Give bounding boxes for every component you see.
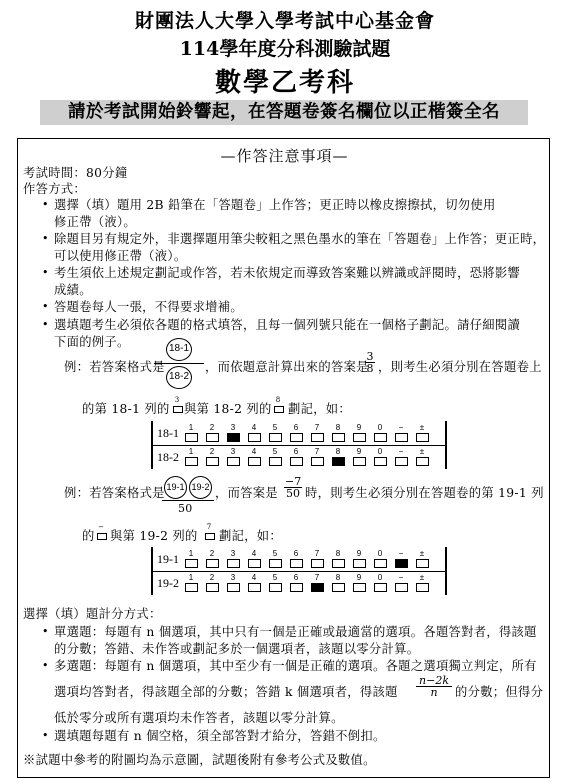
grid-bubble-label: 5: [272, 423, 278, 432]
empty-bubble: [248, 559, 261, 568]
bullet-5-line-1: 選填題考生必須依各題的格式填答，且每一個列號只能在一個格子劃記。請仔細閱讀: [54, 318, 521, 332]
grid-divider: [153, 571, 445, 572]
grid-row: [153, 548, 445, 570]
grid-bubble: [393, 422, 409, 444]
example-1-prefix: 例：若答案格式是: [64, 360, 165, 374]
grid-bubble-label: 8: [335, 573, 341, 582]
example-2-line-2a: 的: [82, 529, 95, 543]
answer-cell-18-2: 18-2: [166, 366, 192, 389]
instructions-box: [17, 138, 550, 778]
mini-bubble-8: 8: [273, 397, 283, 413]
answer-grid-example-2: [151, 547, 447, 595]
example-2-line-2b: 與第 19-2 列的: [110, 529, 198, 543]
mini-bubble-7: 7: [204, 524, 214, 540]
grid-bubble: [351, 422, 367, 444]
fraction-n-2k-over-n: $\frac{n-2k}{n}$: [416, 675, 452, 698]
empty-bubble: [290, 457, 303, 466]
bullet-2-line-2: 可以使用修正帶（液）。: [54, 249, 187, 263]
grid-bubble-label: 1: [188, 549, 194, 558]
empty-bubble: [248, 457, 261, 466]
empty-bubble: [395, 433, 408, 442]
bullet-2-line-1: 除題目另有規定外，非選擇題用筆尖較粗之黑色墨水的筆在「答題卷」上作答；更正時，: [54, 232, 546, 246]
grid-bubble-label: 4: [251, 423, 257, 432]
grid-bubble: [204, 572, 220, 594]
fraction-minus-7-50: $\frac{-7}{50}$: [285, 475, 302, 500]
grid-bubble-label: 6: [293, 423, 299, 432]
empty-bubble: [185, 583, 198, 592]
empty-bubble: [416, 433, 429, 442]
grid-bubble-label: 3: [230, 549, 236, 558]
empty-bubble: [311, 559, 324, 568]
grid-row-label: 18-2: [157, 450, 179, 464]
grid-bubble-label: 5: [272, 549, 278, 558]
empty-bubble: [353, 583, 366, 592]
empty-bubble: [290, 559, 303, 568]
grid-bubble-label: 7: [314, 447, 320, 456]
grid-bubble-label: 3: [230, 423, 236, 432]
grid-bubble-label: 9: [356, 423, 362, 432]
grid-bubble: [309, 548, 325, 570]
grid-bubble: [351, 446, 367, 468]
empty-bubble: [332, 433, 345, 442]
grid-bubble: [246, 422, 262, 444]
answer-cell-19-1: 19-1: [164, 476, 187, 499]
example-2-middle: ，而答案是: [215, 486, 278, 500]
empty-bubble: [374, 457, 387, 466]
empty-bubble: [311, 433, 324, 442]
empty-bubble: [416, 457, 429, 466]
empty-bubble: [269, 559, 282, 568]
empty-bubble: [206, 457, 219, 466]
subject-title: 數學乙考科: [214, 68, 355, 98]
grid-bubble-label: 6: [293, 447, 299, 456]
empty-bubble: [353, 457, 366, 466]
exam-time: 考試時間：80分鐘: [23, 166, 128, 180]
grid-bubble: [225, 422, 241, 444]
empty-bubble: [269, 433, 282, 442]
grid-bubble-label: 1: [188, 573, 194, 582]
grid-bubble: [267, 572, 283, 594]
footer-note: ※試題中參考的附圖均為示意圖，試題後附有參考公式及數值。: [23, 753, 376, 767]
empty-bubble: [353, 433, 366, 442]
empty-bubble: [206, 433, 219, 442]
grid-bubble-label: 0: [377, 549, 383, 558]
empty-bubble: [248, 583, 261, 592]
empty-bubble: [269, 583, 282, 592]
grid-bubble: [330, 446, 346, 468]
bullet-5-line-2: 下面的例子。: [54, 335, 130, 349]
grid-bubble: [309, 572, 325, 594]
empty-bubble: [185, 457, 198, 466]
empty-bubble: [185, 559, 198, 568]
grid-bubble-label: ±: [419, 573, 425, 582]
empty-bubble: [416, 583, 429, 592]
grid-bubble-label: 9: [356, 447, 362, 456]
grid-bubble: [225, 446, 241, 468]
empty-bubble: [395, 457, 408, 466]
grid-bubble: [414, 572, 430, 594]
grid-bubble-label: 2: [209, 573, 215, 582]
empty-bubble: [248, 433, 261, 442]
signature-notice: 請於考試開始鈴響起，在答題卷簽名欄位以正楷簽全名: [40, 100, 528, 125]
grid-bubble-label: 3: [230, 447, 236, 456]
answer-cell-19-2: 19-2: [189, 476, 212, 499]
grid-bubble: [288, 422, 304, 444]
empty-bubble: [353, 559, 366, 568]
bullet-3-line-1: 考生須依上述規定劃記或作答，若未依規定而導致答案難以辨識或評閱時，恐將影響: [54, 266, 521, 280]
grid-bubble-label: 9: [356, 573, 362, 582]
example-2-line-2c: 劃記，如：: [219, 529, 282, 543]
org-title: 財團法人大學入學考試中心基金會: [134, 10, 435, 32]
filled-bubble: [227, 433, 240, 442]
fill-in-rule: 選填題每題有 n 個空格，須全部答對才給分，答錯不倒扣。: [54, 729, 386, 743]
grid-bubble: [414, 446, 430, 468]
grid-bubble: [204, 548, 220, 570]
grid-bubble: [183, 572, 199, 594]
grid-bubble: [309, 422, 325, 444]
grid-bubble: [414, 548, 430, 570]
multi-choice-line-1: 多選題：每題有 n 個選項，其中至少有一個是正確的選項。各題之選項獨立判定，所有: [54, 659, 537, 673]
grid-bubble-label: 7: [314, 549, 320, 558]
empty-bubble: [227, 559, 240, 568]
grid-bubble: [330, 422, 346, 444]
example-1-line-2b: 與第 18-2 列的: [184, 402, 272, 416]
grid-bubble-label: 4: [251, 447, 257, 456]
single-choice-line-2: 的分數；答錯、未作答或劃記多於一個選項者，該題以零分計算。: [54, 642, 420, 656]
grid-bubble: [372, 572, 388, 594]
multi-choice-line-2-end: 的分數；但得分: [455, 685, 544, 699]
grid-row: [153, 422, 445, 444]
grid-bubble: [330, 572, 346, 594]
grid-bubble: [288, 572, 304, 594]
grid-bubble: [204, 446, 220, 468]
grid-bubble: [183, 446, 199, 468]
grid-bubble: [267, 548, 283, 570]
grid-bubble: [309, 446, 325, 468]
grid-bubble-label: 9: [356, 549, 362, 558]
empty-bubble: [311, 457, 324, 466]
empty-bubble: [290, 583, 303, 592]
grid-bubble-label: 6: [293, 549, 299, 558]
instructions-heading: —作答注意事項—: [220, 147, 349, 165]
grid-bubble-label: −: [398, 549, 404, 558]
grid-bubble-label: 7: [314, 423, 320, 432]
empty-bubble: [374, 583, 387, 592]
grid-bubble-label: 0: [377, 447, 383, 456]
empty-bubble: [395, 583, 408, 592]
grid-bubble: [267, 422, 283, 444]
grid-bubble-label: 8: [335, 447, 341, 456]
grid-row-label: 19-2: [157, 576, 179, 590]
grid-bubble: [288, 548, 304, 570]
grid-bubble: [372, 422, 388, 444]
grid-bubble-label: 6: [293, 573, 299, 582]
grid-bubble-label: ±: [419, 549, 425, 558]
grid-bubble: [372, 446, 388, 468]
grid-bubble-label: 3: [230, 573, 236, 582]
grid-bubble: [225, 572, 241, 594]
multi-choice-line-2: 選項均答對者，得該題全部的分數；答錯 k 個選項者，得該題: [54, 685, 398, 699]
grid-bubble: [330, 548, 346, 570]
grid-bubble: [414, 422, 430, 444]
grid-bubble: [351, 548, 367, 570]
grid-bubble: [246, 548, 262, 570]
grid-bubble-label: 8: [335, 423, 341, 432]
bullet-icon: •: [42, 232, 49, 245]
empty-bubble: [269, 457, 282, 466]
empty-bubble: [227, 457, 240, 466]
filled-bubble: [332, 457, 345, 466]
empty-bubble: [206, 583, 219, 592]
grid-bubble-label: 2: [209, 423, 215, 432]
empty-bubble: [332, 559, 345, 568]
empty-bubble: [374, 559, 387, 568]
grid-bubble: [372, 548, 388, 570]
grid-bubble-label: 2: [209, 549, 215, 558]
example-1-line-2a: 的第 18-1 列的: [82, 402, 170, 416]
bullet-icon: •: [42, 729, 49, 742]
bullet-icon: •: [42, 318, 49, 331]
empty-bubble: [416, 559, 429, 568]
grid-bubble-label: 5: [272, 573, 278, 582]
bullet-icon: •: [42, 625, 49, 638]
grid-bubble: [183, 422, 199, 444]
grid-bubble: [351, 572, 367, 594]
grid-row-label: 19-1: [157, 552, 179, 566]
answer-grid-example-1: [151, 421, 447, 469]
example-1-middle: ，而依題意計算出來的答案是: [205, 360, 369, 374]
grid-bubble-label: −: [398, 447, 404, 456]
grid-bubble-label: 2: [209, 447, 215, 456]
example-1-suffix: ，則考生必須分別在答題卷上: [378, 360, 542, 374]
bullet-1-line-1: 選擇（填）題用 2B 鉛筆在「答題卷」上作答；更正時以橡皮擦擦拭，切勿使用: [54, 198, 496, 212]
grid-bubble-label: −: [398, 423, 404, 432]
scoring-heading: 選擇（填）題計分方式：: [23, 607, 162, 621]
fraction-bar: [154, 363, 204, 364]
grid-bubble-label: 1: [188, 423, 194, 432]
grid-divider: [153, 445, 445, 446]
example-1-line-2c: 劃記，如：: [288, 402, 351, 416]
grid-bubble-label: 7: [314, 573, 320, 582]
grid-row: [153, 572, 445, 594]
grid-row-label: 18-1: [157, 426, 179, 440]
grid-bubble: [393, 446, 409, 468]
grid-bubble: [246, 572, 262, 594]
grid-bubble-label: −: [398, 573, 404, 582]
bullet-3-line-2: 成績。: [54, 283, 92, 297]
grid-bubble-label: 8: [335, 549, 341, 558]
exam-title: 114學年度分科測驗試題: [179, 38, 391, 60]
empty-bubble: [206, 559, 219, 568]
bullet-icon: •: [42, 300, 49, 313]
grid-bubble: [204, 422, 220, 444]
empty-bubble: [227, 583, 240, 592]
denominator-50: 50: [178, 502, 193, 515]
example-2-prefix: 例：若答案格式是: [64, 486, 165, 500]
grid-bubble: [246, 446, 262, 468]
empty-bubble: [332, 583, 345, 592]
grid-bubble-label: 4: [251, 549, 257, 558]
grid-bubble-label: 0: [377, 423, 383, 432]
grid-bubble: [393, 548, 409, 570]
method-heading: 作答方式：: [23, 182, 86, 196]
filled-bubble: [395, 559, 408, 568]
single-choice-line-1: 單選題：每題有 n 個選項，其中只有一個是正確或最適當的選項。各題答對者，得該題: [54, 625, 537, 639]
example-2-suffix: 時，則考生必須分別在答題卷的第 19-1 列: [305, 486, 544, 500]
bullet-icon: •: [42, 266, 49, 279]
empty-bubble: [290, 433, 303, 442]
grid-bubble-label: 4: [251, 573, 257, 582]
mini-bubble-3: 3: [172, 397, 182, 413]
bullet-4: 答題卷每人一張，不得要求增補。: [54, 300, 243, 314]
answer-cell-18-1: 18-1: [166, 338, 192, 361]
empty-bubble: [374, 433, 387, 442]
grid-bubble: [225, 548, 241, 570]
mini-bubble-minus: −: [96, 524, 106, 540]
grid-bubble-label: 1: [188, 447, 194, 456]
grid-bubble-label: 0: [377, 573, 383, 582]
multi-choice-line-3: 低於零分或所有選項均未作答者，該題以零分計算。: [54, 711, 344, 725]
fraction-3-8: $\frac{3}{8}$: [366, 350, 374, 375]
grid-bubble: [288, 446, 304, 468]
grid-bubble-label: ±: [419, 423, 425, 432]
filled-bubble: [311, 583, 324, 592]
bullet-icon: •: [42, 198, 49, 211]
grid-bubble: [183, 548, 199, 570]
grid-bubble: [267, 446, 283, 468]
bullet-icon: •: [42, 659, 49, 672]
empty-bubble: [185, 433, 198, 442]
grid-bubble: [393, 572, 409, 594]
grid-bubble-label: ±: [419, 447, 425, 456]
bullet-1-line-2: 修正帶（液）。: [54, 215, 137, 229]
grid-bubble-label: 5: [272, 447, 278, 456]
grid-row: [153, 446, 445, 468]
